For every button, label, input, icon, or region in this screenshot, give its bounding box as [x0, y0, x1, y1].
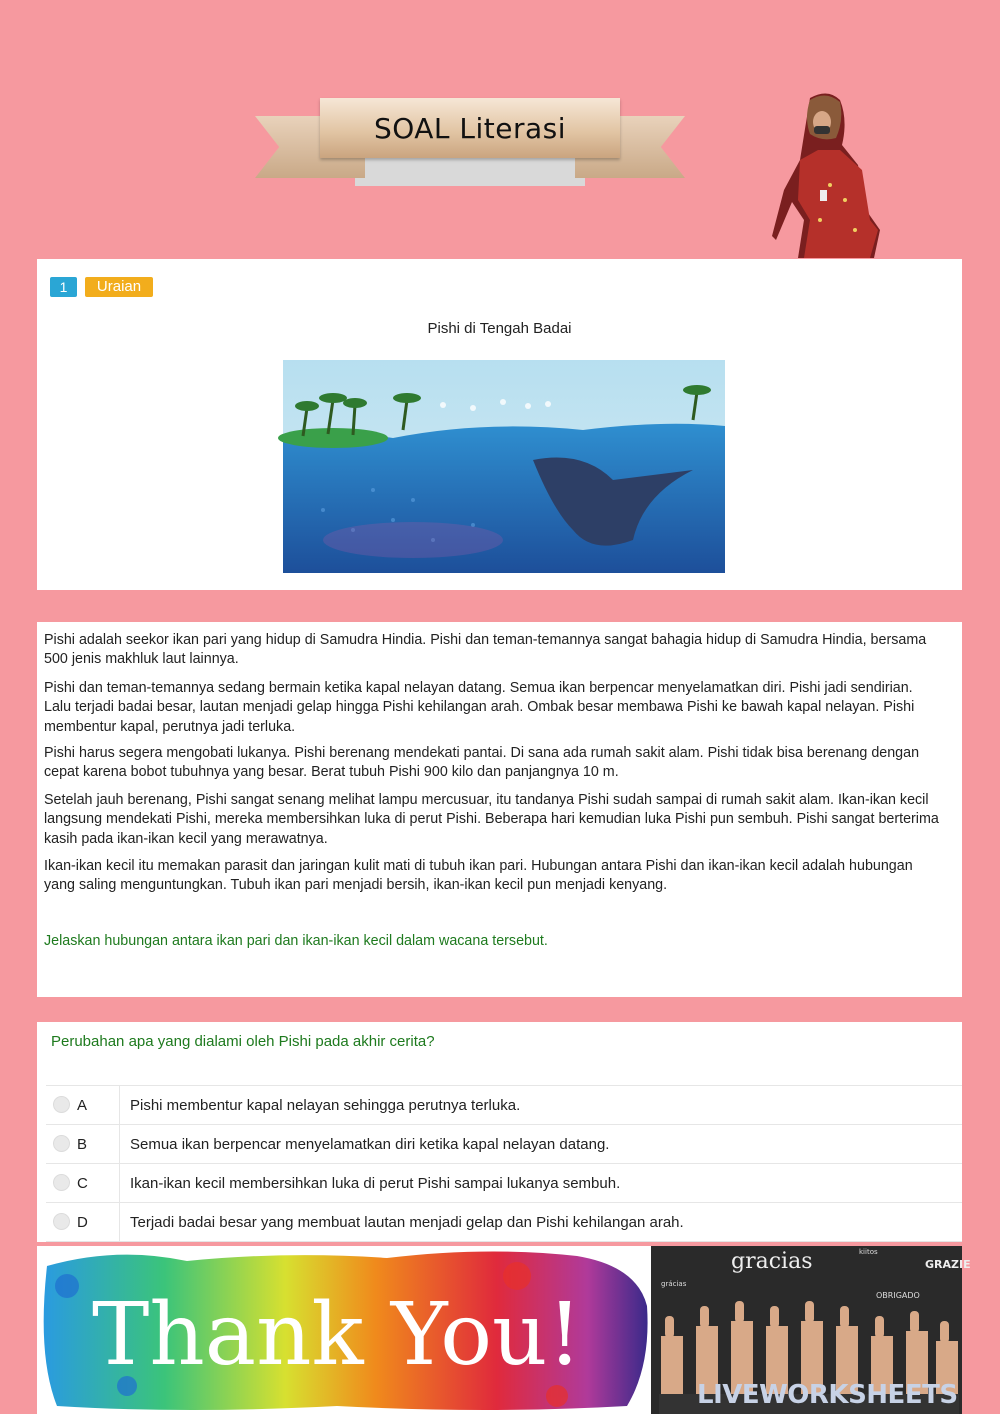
banner-ribbon — [320, 98, 620, 158]
banner-shadow — [355, 156, 585, 186]
option-text: Pishi membentur kapal nelayan sehingga perutnya terluka. — [130, 1097, 521, 1114]
radio-c[interactable] — [53, 1174, 70, 1191]
watermark-text: LIVEWORKSHEETS — [697, 1380, 958, 1410]
option-c[interactable] — [46, 1164, 962, 1203]
option-d[interactable] — [46, 1203, 962, 1242]
radio-a[interactable] — [53, 1096, 70, 1113]
word-kiitos: kiitos — [859, 1248, 878, 1256]
story-illustration — [283, 360, 725, 573]
option-a[interactable] — [46, 1086, 962, 1125]
radio-b[interactable] — [53, 1135, 70, 1152]
thank-you-text: Thank You! — [92, 1285, 582, 1385]
option-letter: C — [77, 1175, 88, 1192]
story-title: Pishi di Tengah Badai — [427, 320, 572, 337]
word-gracias-small: grácias — [661, 1280, 687, 1288]
page-title: SOAL Literasi — [373, 111, 567, 145]
word-gracias: gracias — [731, 1249, 813, 1274]
essay-question: Jelaskan hubungan antara ikan pari dan ikan-ikan kecil dalam wacana tersebut. — [44, 933, 548, 949]
teacher-illustration — [770, 90, 885, 260]
passage-paragraph-3: Pishi harus segera mengobati lukanya. Pishi berenang mendekati pantai. Di sana ada rumah sakit alam. Pishi tidak bisa berenang dengan cepat karena bobot tubuhnya yang besar. Berat tubuh Pishi 900 kilo dan panjangnya 10 m. — [44, 745, 920, 781]
word-obrigado: OBRIGADO — [876, 1291, 920, 1300]
title-banner — [255, 98, 685, 193]
options-list — [46, 1085, 962, 1242]
option-letter: D — [77, 1214, 88, 1231]
question-2-panel — [37, 1022, 962, 1242]
passage-paragraph-2: Pishi dan teman-temannya sedang bermain ketika kapal nelayan datang. Semua ikan berpencar menyelamatkan diri. Pishi jadi sendirian. Lalu terjadi badai besar, lautan menjadi gelap hingga Pishi kehilangan arah. Ombak besar membawa Pishi ke bawah kapal nelayan. Pishi membentur kapal, perutnya jadi terluka. — [44, 680, 915, 735]
option-text: Terjadi badai besar yang membuat lautan menjadi gelap dan Pishi kehilangan arah. — [130, 1214, 684, 1231]
option-text: Semua ikan berpencar menyelamatkan diri ketika kapal nelayan datang. — [130, 1136, 610, 1153]
option-text: Ikan-ikan kecil membersihkan luka di perut Pishi sampai lukanya sembuh. — [130, 1175, 621, 1192]
passage-paragraph-1: Pishi adalah seekor ikan pari yang hidup di Samudra Hindia. Pishi dan teman-temannya sangat bahagia hidup di Samudra Hindia, bersama 500 jenis makhluk laut lainnya. — [44, 632, 927, 668]
option-letter: A — [77, 1097, 88, 1114]
question-number-badge: 1 — [50, 277, 77, 297]
question-1-header-panel — [37, 259, 962, 590]
option-b[interactable] — [46, 1125, 962, 1164]
option-letter: B — [77, 1136, 88, 1153]
thank-you-image — [37, 1246, 651, 1414]
word-grazie: GRAZIE — [925, 1258, 971, 1271]
passage-paragraph-4: Setelah jauh berenang, Pishi sangat senang melihat lampu mercusuar, itu tandanya Pishi sudah sampai di rumah sakit alam. Ikan-ikan kecil langsung mendekati Pishi, mereka membersihkan luka di perut Pishi. Beberapa hari kemudian luka Pishi pun sembuh. Pishi sangat berterima kasih pada ikan-ikan kecil yang merawatnya. — [44, 792, 939, 847]
reading-passage-panel — [37, 622, 962, 997]
passage-paragraph-5: Ikan-ikan kecil itu memakan parasit dan jaringan kulit mati di tubuh ikan pari. Hubungan antara Pishi dan ikan-ikan kecil adalah hubungan yang saling menguntungkan. Tubuh ikan pari menjadi bersih, ikan-ikan kecil pun menjadi kenyang. — [44, 858, 913, 894]
liveworksheets-watermark — [697, 1380, 958, 1410]
radio-d[interactable] — [53, 1213, 70, 1230]
question-type-badge: Uraian — [85, 277, 153, 297]
mc-question: Perubahan apa yang dialami oleh Pishi pada akhir cerita? — [51, 1033, 435, 1050]
